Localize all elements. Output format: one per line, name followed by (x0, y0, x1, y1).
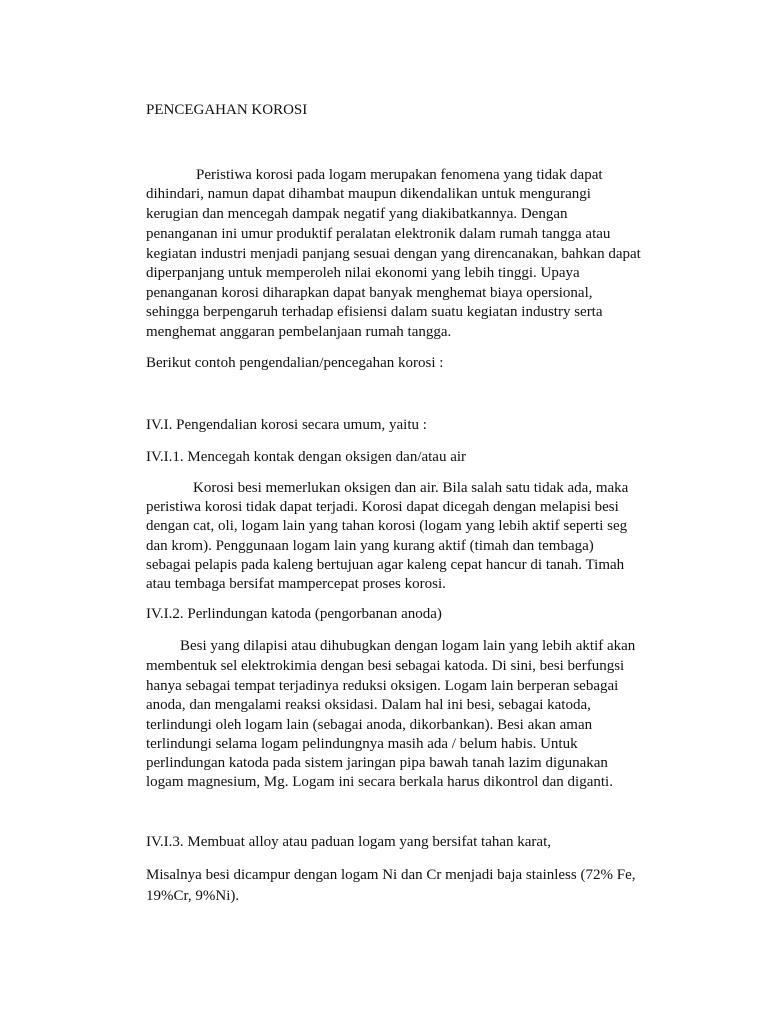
intro-paragraph-line: kegiatan industri menjadi panjang sesuai dengan yang direncanakan, bahkan dapat (146, 246, 641, 262)
sub-iv13-paragraph-line: 19%Cr, 9%Ni). (146, 888, 240, 904)
section-iv1-heading: IV.I. Pengendalian korosi secara umum, yaitu : (146, 417, 427, 433)
sub-iv11-heading: IV.I.1. Mencegah kontak dengan oksigen dan/atau air (146, 449, 467, 465)
sub-iv12-paragraph-line: anoda, dan mengalami reaksi oksidasi. Dalam hal ini besi, sebagai katoda, (146, 697, 591, 713)
sub-iv12-paragraph-line: logam magnesium, Mg. Logam ini secara berkala harus dikontrol dan diganti. (146, 774, 613, 790)
sub-iv11-paragraph-line: dan krom). Penggunaan logam lain yang kurang aktif (timah dan tembaga) (146, 538, 594, 554)
sub-iv11-paragraph-line: sebagai pelapis pada kaleng bertujuan agar kaleng cepat hancur di tanah. Timah (146, 557, 625, 573)
intro-paragraph-line: Peristiwa korosi pada logam merupakan fenomena yang tidak dapat (196, 167, 603, 183)
intro-paragraph-line: menghemat anggaran pembelanjaan rumah tangga. (146, 324, 452, 340)
intro-paragraph-line: penanganan korosi diharapkan dapat banyak menghemat biaya opersional, (146, 285, 593, 301)
sub-iv13-heading: IV.I.3. Membuat alloy atau paduan logam yang bersifat tahan karat, (146, 834, 552, 850)
sub-iv12-paragraph-line: perlindungan katoda pada sistem jaringan pipa bawah tanah lazim digunakan (146, 755, 608, 771)
sub-iv12-paragraph-line: terlindungi oleh logam lain (sebagai anoda, dikorbankan). Besi akan aman (146, 717, 593, 733)
sub-iv11-paragraph-line: peristiwa korosi tidak dapat terjadi. Korosi dapat dicegah dengan melapisi besi (146, 499, 619, 515)
sub-iv12-paragraph-line: membentuk sel elektrokimia dengan besi sebagai katoda. Di sini, besi berfungsi (146, 658, 625, 674)
intro-paragraph-line: penanganan ini umur produktif peralatan elektronik dalam rumah tangga atau (146, 226, 611, 242)
sub-iv11-paragraph-line: Korosi besi memerlukan oksigen dan air. Bila salah satu tidak ada, maka (193, 480, 629, 496)
sub-iv12-paragraph-line: terlindungi selama logam pelindungnya masih ada / belum habis. Untuk (146, 736, 578, 752)
intro-paragraph-line: sehingga berpengaruh terhadap efisiensi dalam suatu kegiatan industry serta (146, 304, 603, 320)
examples-intro: Berikut contoh pengendalian/pencegahan korosi : (146, 355, 444, 371)
sub-iv11-paragraph-line: atau tembaga bersifat mampercepat proses korosi. (146, 576, 446, 592)
sub-iv13-paragraph-line: Misalnya besi dicampur dengan logam Ni dan Cr menjadi baja stainless (72% Fe, (146, 867, 636, 883)
sub-iv12-paragraph-line: hanya sebagai tempat terjadinya reduksi oksigen. Logam lain berperan sebagai (146, 678, 619, 694)
intro-paragraph-line: kerugian dan mencegah dampak negatif yang diakibatkannya. Dengan (146, 206, 568, 222)
sub-iv12-heading: IV.I.2. Perlindungan katoda (pengorbanan anoda) (146, 606, 442, 622)
document-title: PENCEGAHAN KOROSI (146, 102, 308, 118)
intro-paragraph-line: diperpanjang untuk memperoleh nilai ekonomi yang lebih tinggi. Upaya (146, 265, 580, 281)
intro-paragraph-line: dihindari, namun dapat dihambat maupun dikendalikan untuk mengurangi (146, 186, 591, 202)
sub-iv12-paragraph-line: Besi yang dilapisi atau dihubugkan dengan logam lain yang lebih aktif akan (180, 638, 636, 654)
sub-iv11-paragraph-line: dengan cat, oli, logam lain yang tahan korosi (logam yang lebih aktif seperti seg (146, 518, 628, 534)
